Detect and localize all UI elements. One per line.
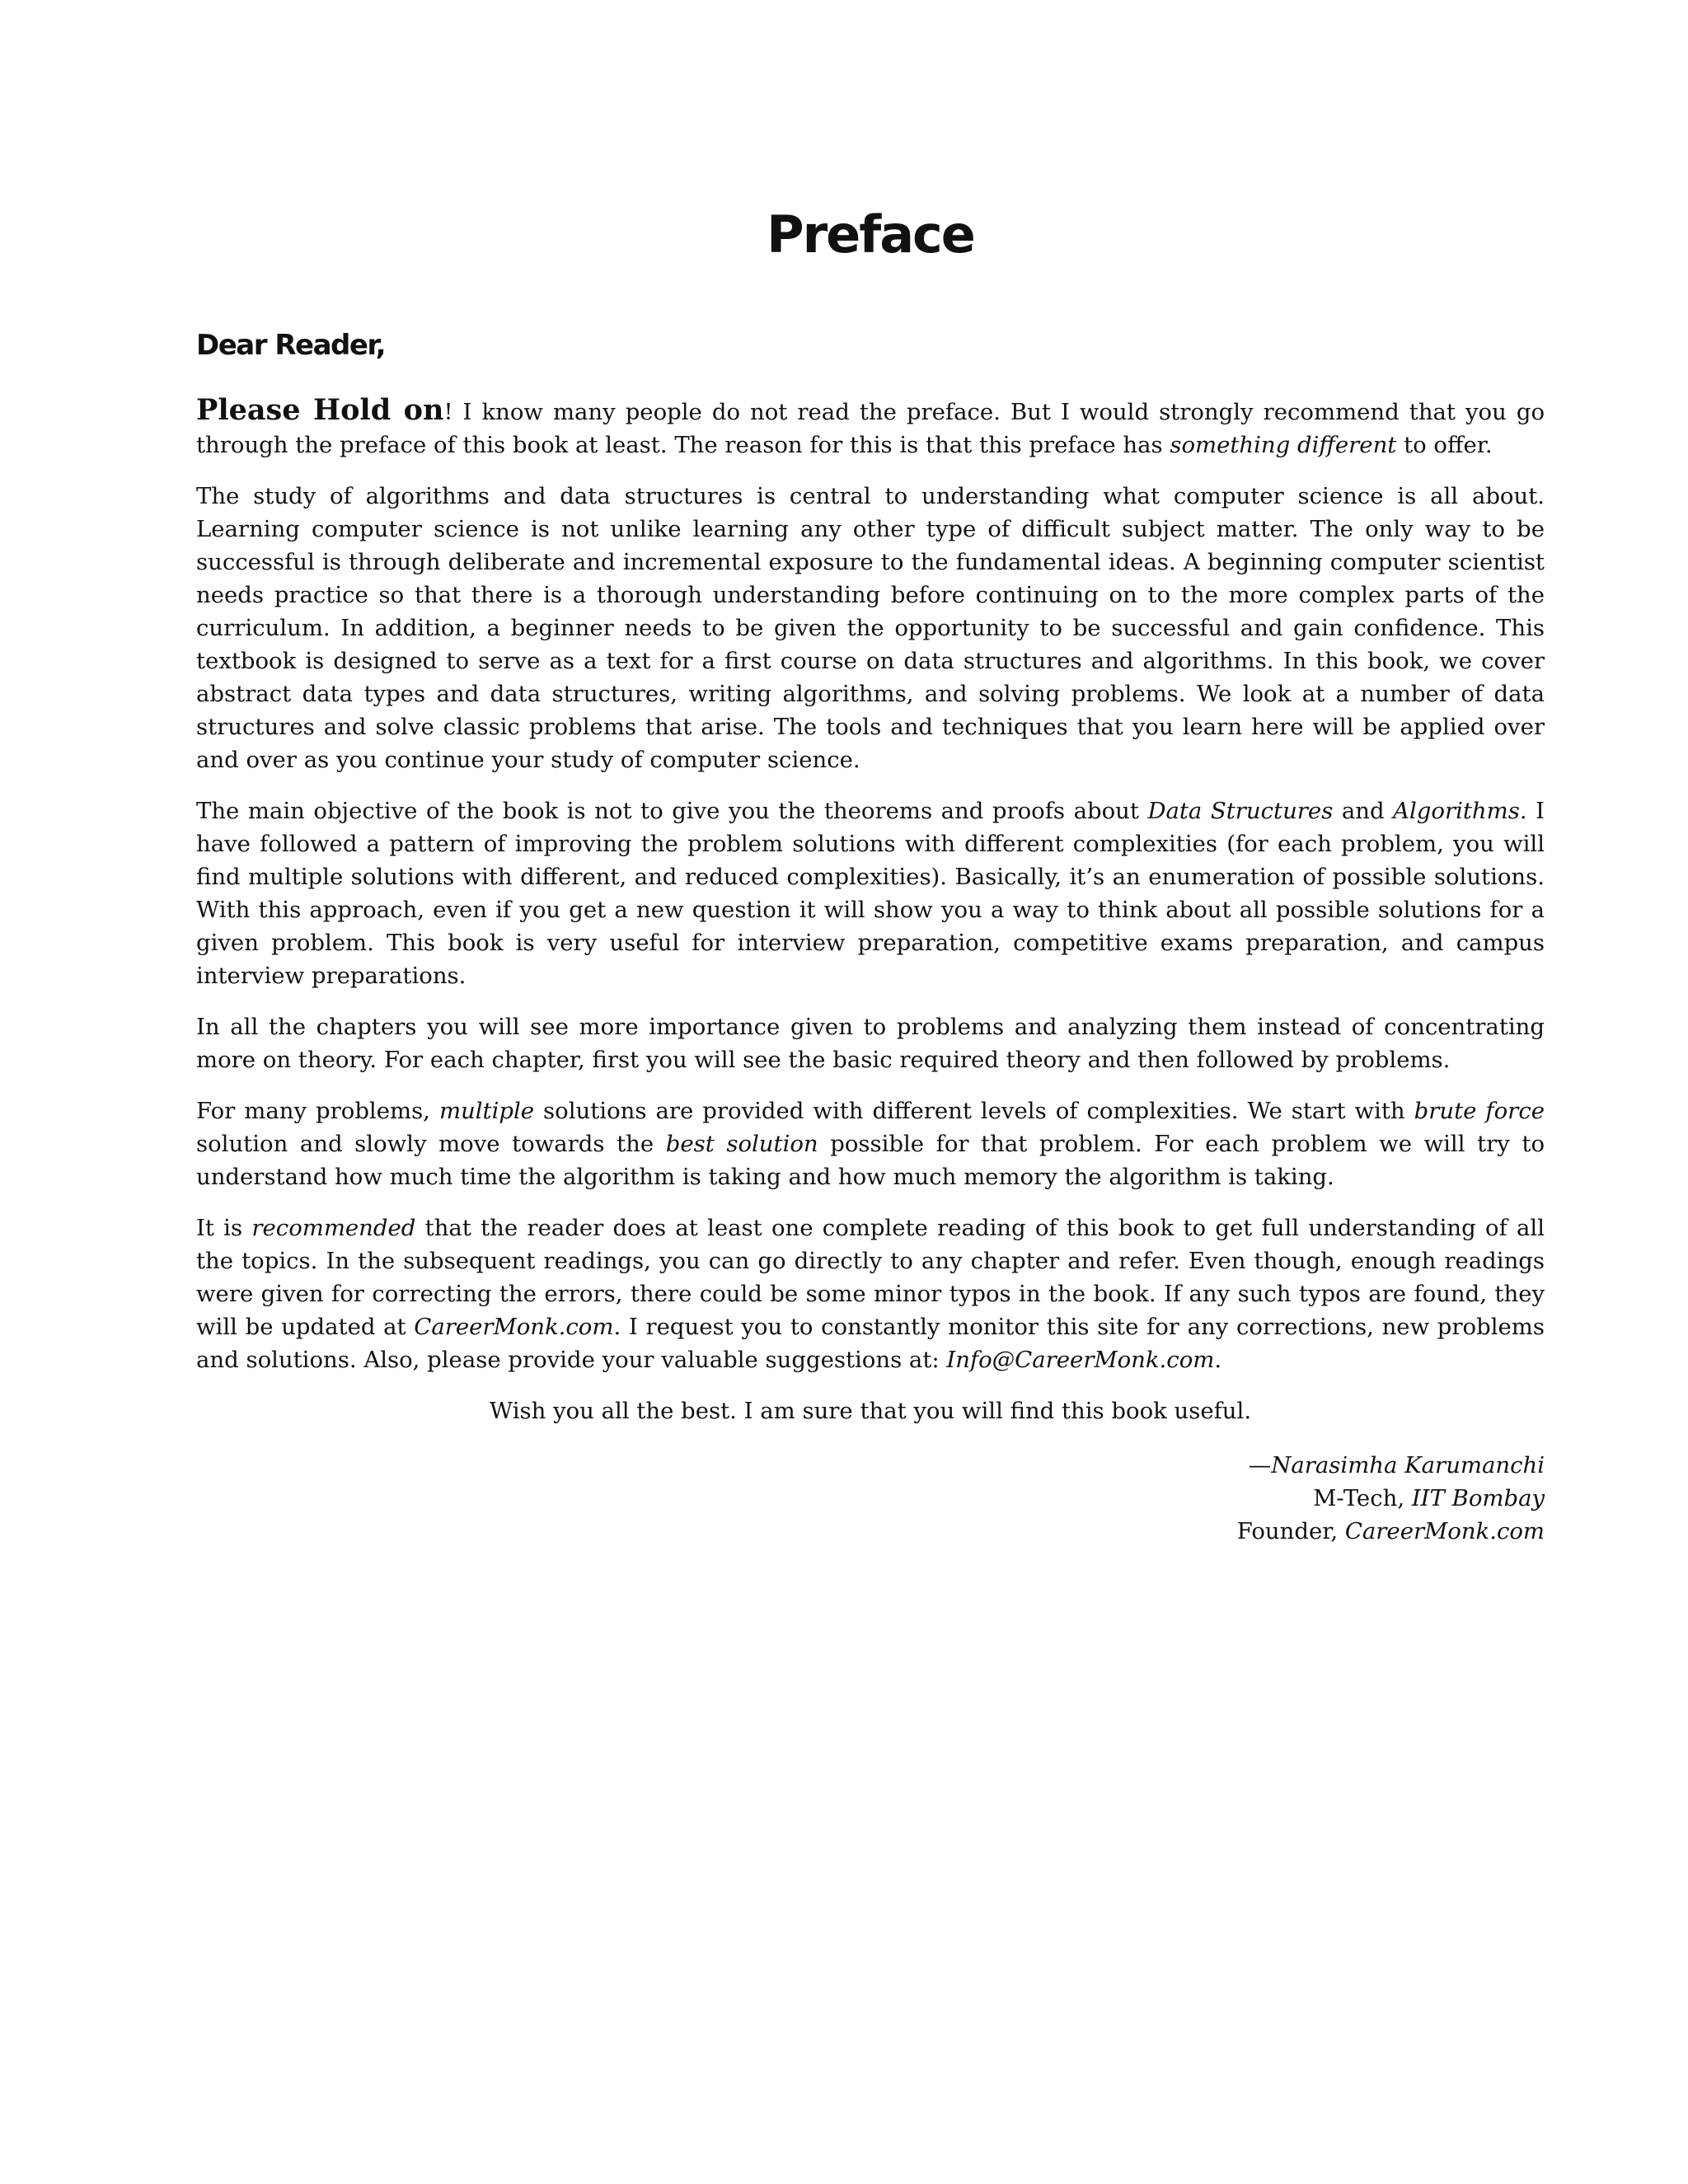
- objective-text: The main objective of the book is not to give you the theorems and proofs about: [196, 798, 1148, 824]
- paragraph-recommendation: [196, 1212, 1545, 1376]
- solutions-text-3: solution and slowly move towards the: [196, 1131, 666, 1157]
- intro-text-end: to offer.: [1396, 432, 1493, 458]
- objective-text-end: . I have followed a pattern of improving the problem solutions with different complexities (for each problem, you will find multiple solutions with different, and reduced complexities). Basically, it’s an enumeration of possible solutions. With this approach, even if you get a new question it will show you a way to think about all possible solutions for a given problem. This book is very useful for interview preparation, competitive exams preparation, and campus interview preparations.: [196, 798, 1545, 989]
- recommendation-text-end: .: [1214, 1347, 1222, 1373]
- contact-email: Info@CareerMonk.com: [946, 1347, 1215, 1373]
- paragraph-study: The study of algorithms and data structures is central to understanding what computer science is all about. Learning computer science is not unlike learning any other type of difficult subject matter. The only way to be successful is through deliberate and incremental exposure to the fundamental ideas. A beginning computer scientist needs practice so that there is a thorough understanding before continuing on to the more complex parts of the curriculum. In addition, a beginner needs to be given the opportunity to be successful and gain confidence. This textbook is designed to serve as a text for a first course on data structures and algorithms. In this book, we cover abstract data types and data structures, writing algorithms, and solving problems. We look at a number of data structures and solve classic problems that arise. The tools and techniques that you learn here will be applied over and over as you continue your study of computer science.: [196, 483, 1545, 773]
- solutions-text-2: solutions are provided with different levels of complexities. We start with: [534, 1098, 1414, 1124]
- solutions-emphasis-multiple: multiple: [438, 1098, 535, 1124]
- role-prefix: Founder,: [1236, 1518, 1345, 1544]
- paragraph-intro: [196, 394, 1545, 462]
- salutation: Dear Reader,: [196, 329, 386, 362]
- recommendation-text-3: . I request you to constantly monitor this site for any corrections, new problems and solutions. Also, please provide your valuable suggestions at:: [196, 1314, 1545, 1373]
- paragraph-chapters: In all the chapters you will see more importance given to problems and analyzing them instead of concentrating more on theory. For each chapter, first you will see the basic required theory and then followed by problems.: [196, 1014, 1545, 1073]
- degree-prefix: M-Tech,: [1313, 1485, 1412, 1511]
- lead-phrase: Please Hold on: [196, 393, 444, 427]
- author-name: —Narasimha Karumanchi: [1248, 1452, 1545, 1479]
- website-link: CareerMonk.com: [414, 1314, 614, 1340]
- degree-school: IIT Bombay: [1411, 1485, 1545, 1511]
- closing-line: Wish you all the best. I am sure that you will find this book useful.: [489, 1398, 1252, 1424]
- objective-and: and: [1333, 798, 1394, 824]
- role-org: CareerMonk.com: [1344, 1518, 1545, 1544]
- recommendation-text-2: that the reader does at least one complete reading of this book to get full understanding of all the topics. In the subsequent readings, you can go directly to any chapter and refer. Even though, enough readings were given for correcting the errors, there could be some minor typos in the book. If any such typos are found, they will be updated at: [196, 1215, 1545, 1340]
- solutions-text: For many problems,: [196, 1098, 439, 1124]
- signature-block: [196, 1449, 1545, 1548]
- preface-page: [196, 198, 1545, 1548]
- recommendation-text: It is: [196, 1215, 252, 1241]
- solutions-emphasis-best: best solution: [665, 1131, 818, 1157]
- objective-emphasis-algo: Algorithms: [1393, 798, 1520, 824]
- solutions-text-end: possible for that problem. For each problem we will try to understand how much time the algorithm is taking and how much memory the algorithm is taking.: [196, 1131, 1545, 1190]
- author-role: [196, 1515, 1545, 1548]
- lead-punctuation: !: [443, 399, 453, 425]
- recommendation-emphasis: recommended: [251, 1215, 416, 1241]
- intro-text: I know many people do not read the preface. But I would strongly recommend that you go through the preface of this book at least. The reason for this is that this preface has: [196, 399, 1545, 458]
- paragraph-objective: [196, 794, 1545, 992]
- paragraph-solutions: [196, 1094, 1545, 1193]
- solutions-emphasis-brute-force: brute force: [1414, 1098, 1545, 1124]
- author-degree: [196, 1482, 1545, 1515]
- objective-emphasis-ds: Data Structures: [1147, 798, 1334, 824]
- intro-emphasis: something different: [1170, 432, 1397, 458]
- page-title: Preface: [767, 204, 974, 265]
